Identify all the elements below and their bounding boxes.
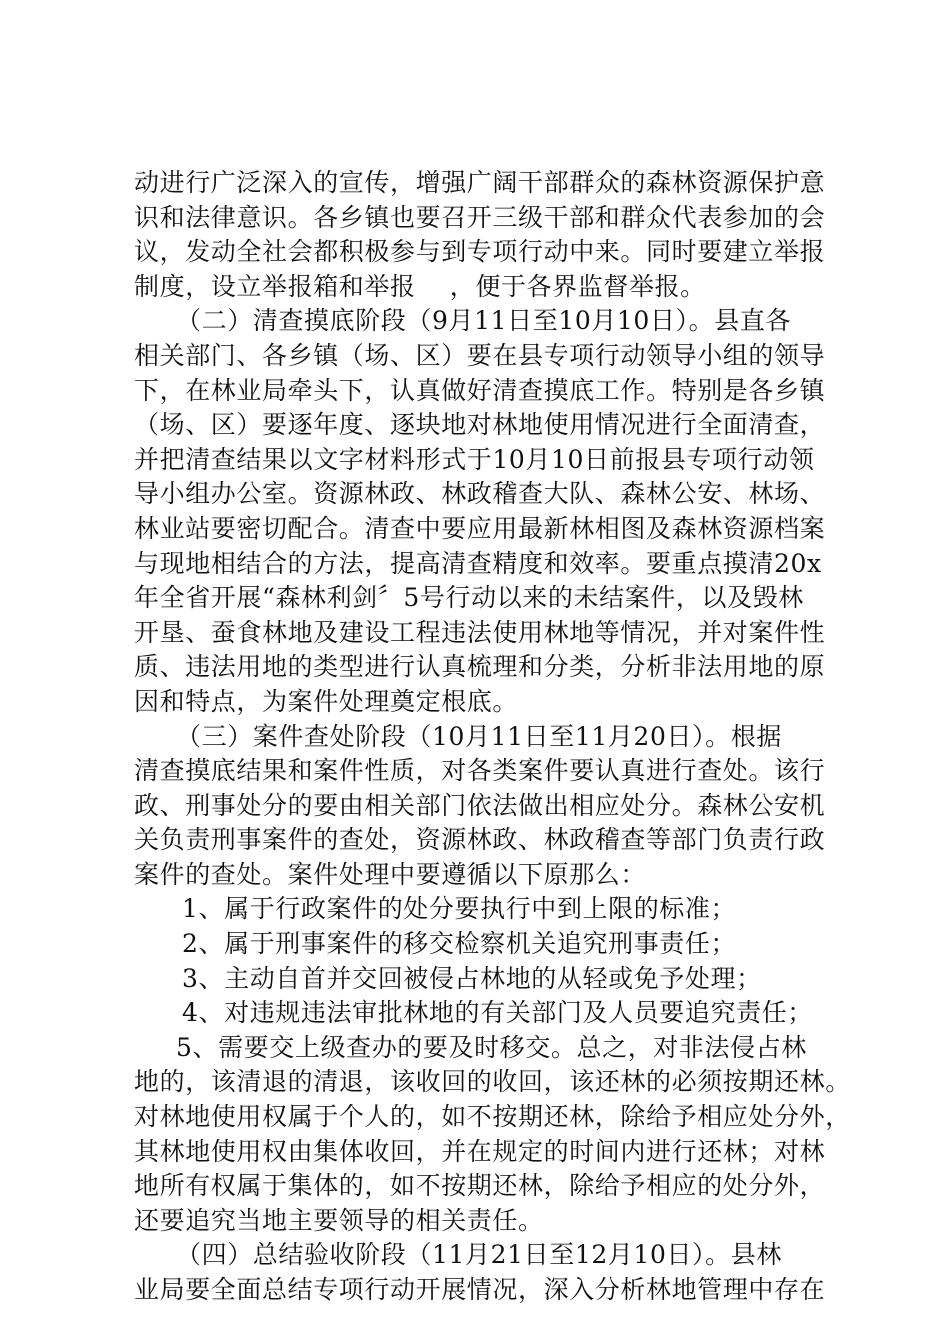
- text-line: 制度，设立举报箱和举报 ，便于各界监督举报。: [134, 271, 706, 301]
- text-line: 清查摸底结果和案件性质，对各类案件要认真进行查处。该行: [134, 756, 826, 786]
- text-line: 因和特点，为案件处理奠定根底。: [134, 686, 519, 716]
- text-line: 关负责刑事案件的查处，资源林政、林政稽查等部门负责行政: [134, 825, 826, 855]
- text-line: 地所有权属于集体的，如不按期还林，除给予相应的处分外，: [134, 1171, 826, 1201]
- text-line: （三）案件查处阶段（10月11日至11月20日）。根据: [176, 721, 782, 751]
- text-line: 还要追究当地主要领导的相关责任。: [134, 1205, 544, 1235]
- text-line: 议，发动全社会都积极参与到专项行动中来。同时要建立举报: [134, 237, 826, 267]
- text-line: 与现地相结合的方法，提高清查精度和效率。要重点摸清20x: [134, 548, 822, 578]
- text-line: 其林地使用权由集体收回，并在规定的时间内进行还林；对林: [134, 1136, 826, 1166]
- text-line: 对林地使用权属于个人的，如不按期还林，除给予相应处分外，: [134, 1102, 851, 1132]
- text-line: 导小组办公室。资源林政、林政稽查大队、森林公安、林场、: [134, 479, 826, 509]
- document-body: [134, 166, 851, 1308]
- text-line: 林业站要密切配合。清查中要应用最新林相图及森林资源档案: [134, 513, 826, 543]
- text-line: 下，在林业局牵头下，认真做好清查摸底工作。特别是各乡镇: [134, 375, 826, 405]
- text-line: 5、需要交上级查办的要及时移交。总之，对非法侵占林: [176, 1032, 807, 1062]
- text-line: 业局要全面总结专项行动开展情况，深入分析林地管理中存在: [134, 1275, 826, 1304]
- text-line: （二）清查摸底阶段（9月11日至10月10日）。县直各: [176, 306, 792, 336]
- text-line: 案件的查处。案件处理中要遵循以下原那么：: [134, 859, 647, 889]
- text-line: 政、刑事处分的要由相关部门依法做出相应处分。森林公安机: [134, 790, 826, 820]
- text-line: 相关部门、各乡镇（场、区）要在县专项行动领导小组的领导: [134, 340, 826, 370]
- text-line: 质、违法用地的类型进行认真梳理和分类，分析非法用地的原: [134, 652, 826, 682]
- text-line: 年全省开展“森林利剑〞5号行动以来的未结案件，以及毁林: [134, 583, 804, 613]
- text-line: 4、对违规违法审批林地的有关部门及人员要追究责任；: [182, 998, 813, 1028]
- text-line: 2、属于刑事案件的移交检察机关追究刑事责任；: [182, 929, 737, 959]
- text-line: 动进行广泛深入的宣传，增强广阔干部群众的森林资源保护意: [134, 168, 826, 197]
- text-line: 3、主动自首并交回被侵占林地的从轻或免予处理；: [182, 963, 762, 993]
- text-line: 并把清查结果以文字材料形式于10月10日前报县专项行动领: [134, 444, 815, 474]
- text-line: 1、属于行政案件的处分要执行中到上限的标准；: [182, 894, 737, 924]
- text-line: （场、区）要逐年度、逐块地对林地使用情况进行全面清查，: [134, 410, 826, 440]
- text-line: （四）总结验收阶段（11月21日至12月10日）。县林: [176, 1240, 782, 1270]
- text-line: 识和法律意识。各乡镇也要召开三级干部和群众代表参加的会: [134, 202, 826, 232]
- text-line: 开垦、蚕食林地及建设工程违法使用林地等情况，并对案件性: [134, 617, 826, 647]
- text-line: 地的，该清退的清退，该收回的收回，该还林的必须按期还林。: [134, 1067, 851, 1097]
